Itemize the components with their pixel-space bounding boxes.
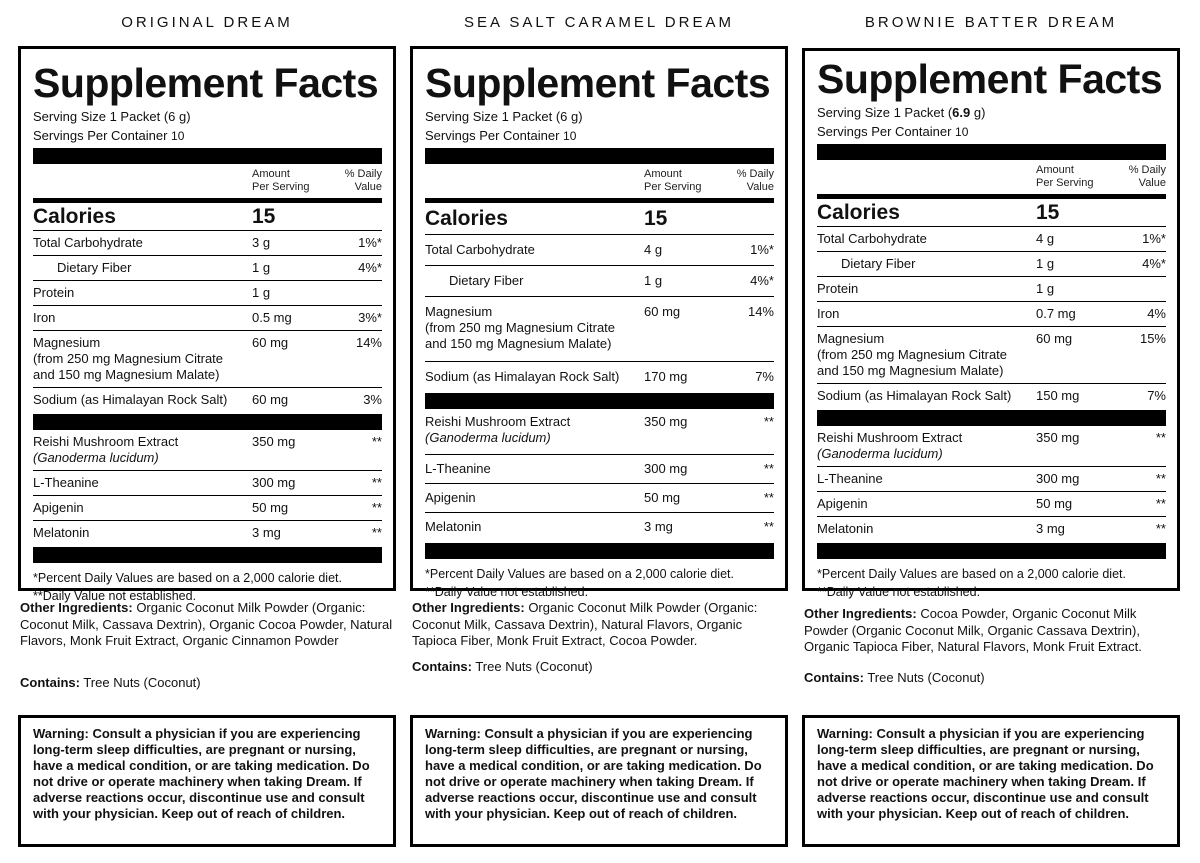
servings-value: 10 <box>955 125 969 139</box>
servings-label: Servings Per Container <box>33 128 168 143</box>
row-dietary-fiber: Dietary Fiber 1 g 4%* <box>817 252 1166 277</box>
row-melatonin: Melatonin 3 mg ** <box>817 521 1166 536</box>
row-magnesium: Magnesium (from 250 mg Magnesium Citrate and 150 mg Magnesium Malate) 60 mg 14% <box>33 331 382 388</box>
warning-box: Warning: Consult a physician if you are experiencing long-term sleep difficulties, are pregnant or nursing, have a medical condition, or are taking medication. Do not drive or operate machinery when taking Dream. If adverse reactions occur, discontinue use and consult with your physician. Keep out of reach of children. <box>18 715 396 847</box>
row-dietary-fiber: Dietary Fiber 1 g 4%* <box>425 266 774 297</box>
amount-header: Amount Per Serving <box>1036 164 1094 189</box>
flavor-title: SEA SALT CARAMEL DREAM <box>464 14 734 31</box>
supplement-facts-panel <box>410 46 788 599</box>
row-l-theanine: L-Theanine 300 mg ** <box>425 455 774 484</box>
serving-size <box>817 103 1166 122</box>
row-dietary-fiber: Dietary Fiber 1 g 4%* <box>33 256 382 281</box>
row-total-carbohydrate: Total Carbohydrate 3 g 1%* <box>33 231 382 256</box>
amount-header: Amount Per Serving <box>644 168 702 193</box>
dv-header: % Daily Value <box>1128 164 1166 189</box>
row-iron: Iron 0.7 mg 4% <box>817 302 1166 327</box>
row-total-carbohydrate: Total Carbohydrate 4 g 1%* <box>817 227 1166 252</box>
dv-header: % Daily Value <box>736 168 774 193</box>
row-sodium: Sodium (as Himalayan Rock Salt) 150 mg 7% <box>817 388 1166 403</box>
servings-label: Servings Per Container <box>817 124 952 139</box>
flavor-title: BROWNIE BATTER DREAM <box>864 14 1118 31</box>
serving-size-label: Serving Size 1 Packet <box>817 105 945 120</box>
column-header <box>817 160 1166 192</box>
serving-size-value: (6 g) <box>555 109 583 124</box>
supplement-facts-panel <box>802 48 1180 599</box>
servings-value: 10 <box>171 129 185 143</box>
row-apigenin: Apigenin 50 mg ** <box>425 484 774 513</box>
divider-bar <box>817 543 1166 559</box>
servings-value: 10 <box>563 129 577 143</box>
contains-statement: Contains: Tree Nuts (Coconut) <box>20 675 201 690</box>
serving-size-value: (6.9 g) <box>947 105 986 120</box>
serving-size-value: (6 g) <box>163 109 191 124</box>
column-header <box>425 164 774 196</box>
serving-size-label: Serving Size 1 Packet <box>33 109 161 124</box>
row-calories: Calories 15 <box>425 203 774 235</box>
panel-title: Supplement Facts <box>33 60 379 106</box>
row-l-theanine: L-Theanine 300 mg ** <box>33 471 382 496</box>
divider-bar <box>425 543 774 559</box>
supplement-facts-panel <box>18 46 396 603</box>
other-ingredients: Other Ingredients: Organic Coconut Milk Powder (Organic: Coconut Milk, Cassava Dextrin), Organic Cocoa Powder, Natural Flavors, Monk Fruit Extract, Organic Cinnamon Powder <box>20 600 393 648</box>
column-header <box>33 164 382 196</box>
contains-statement: Contains: Tree Nuts (Coconut) <box>412 659 593 674</box>
row-total-carbohydrate: Total Carbohydrate 4 g 1%* <box>425 235 774 266</box>
other-ingredients: Other Ingredients: Cocoa Powder, Organic Coconut Milk Powder (Organic Coconut Milk, Organic Cassava Dextrin), Organic Tapioca Fiber, Natural Flavors, Monk Fruit Extract. <box>804 606 1142 654</box>
serving-size <box>33 107 382 126</box>
servings-per-container <box>817 122 1166 142</box>
row-protein: Protein 1 g <box>33 281 382 306</box>
divider-bar <box>817 144 1166 160</box>
row-apigenin: Apigenin 50 mg ** <box>33 496 382 521</box>
serving-size-label: Serving Size 1 Packet <box>425 109 553 124</box>
amount-header: Amount Per Serving <box>252 168 310 193</box>
row-reishi: Reishi Mushroom Extract (Ganoderma lucidum) 350 mg ** <box>33 430 382 471</box>
row-protein: Protein 1 g <box>817 277 1166 302</box>
row-calories: Calories 15 <box>817 199 1166 227</box>
footnotes: *Percent Daily Values are based on a 2,000 calorie diet. **Daily Value not established. <box>33 571 342 603</box>
panel-title: Supplement Facts <box>425 60 771 106</box>
servings-label: Servings Per Container <box>425 128 560 143</box>
row-magnesium: Magnesium (from 250 mg Magnesium Citrate and 150 mg Magnesium Malate) 60 mg 15% <box>817 327 1166 384</box>
row-sodium: Sodium (as Himalayan Rock Salt) 60 mg 3% <box>33 392 382 407</box>
divider-bar <box>425 393 774 409</box>
flavor-title: ORIGINAL DREAM <box>121 14 293 31</box>
row-apigenin: Apigenin 50 mg ** <box>817 492 1166 517</box>
servings-per-container <box>425 126 774 146</box>
row-melatonin: Melatonin 3 mg ** <box>425 519 774 534</box>
divider-bar <box>817 410 1166 426</box>
footnotes: *Percent Daily Values are based on a 2,000 calorie diet. **Daily Value not established. <box>425 567 734 599</box>
row-reishi: Reishi Mushroom Extract (Ganoderma lucidum) 350 mg ** <box>425 409 774 455</box>
row-calories: Calories 15 <box>33 203 382 231</box>
servings-per-container <box>33 126 382 146</box>
footnotes: *Percent Daily Values are based on a 2,000 calorie diet. **Daily Value not established. <box>817 567 1126 599</box>
divider-bar <box>425 148 774 164</box>
row-sodium: Sodium (as Himalayan Rock Salt) 170 mg 7% <box>425 369 774 384</box>
serving-size <box>425 107 774 126</box>
divider-bar <box>33 414 382 430</box>
panel-title: Supplement Facts <box>817 56 1163 102</box>
warning-box: Warning: Consult a physician if you are experiencing long-term sleep difficulties, are pregnant or nursing, have a medical condition, or are taking medication. Do not drive or operate machinery when taking Dream. If adverse reactions occur, discontinue use and consult with your physician. Keep out of reach of children. <box>410 715 788 847</box>
divider-bar <box>33 148 382 164</box>
row-melatonin: Melatonin 3 mg ** <box>33 525 382 540</box>
warning-box: Warning: Consult a physician if you are experiencing long-term sleep difficulties, are pregnant or nursing, have a medical condition, or are taking medication. Do not drive or operate machinery when taking Dream. If adverse reactions occur, discontinue use and consult with your physician. Keep out of reach of children. <box>802 715 1180 847</box>
row-iron: Iron 0.5 mg 3%* <box>33 306 382 331</box>
row-l-theanine: L-Theanine 300 mg ** <box>817 467 1166 492</box>
divider-bar <box>33 547 382 563</box>
other-ingredients: Other Ingredients: Organic Coconut Milk Powder (Organic: Coconut Milk, Cassava Dextrin), Natural Flavors, Organic Tapioca Fiber, Monk Fruit Extract, Cocoa Powder. <box>412 600 758 648</box>
contains-statement: Contains: Tree Nuts (Coconut) <box>804 670 985 685</box>
dv-header: % Daily Value <box>344 168 382 193</box>
row-magnesium: Magnesium (from 250 mg Magnesium Citrate and 150 mg Magnesium Malate) 60 mg 14% <box>425 297 774 362</box>
row-reishi: Reishi Mushroom Extract (Ganoderma lucidum) 350 mg ** <box>817 426 1166 467</box>
